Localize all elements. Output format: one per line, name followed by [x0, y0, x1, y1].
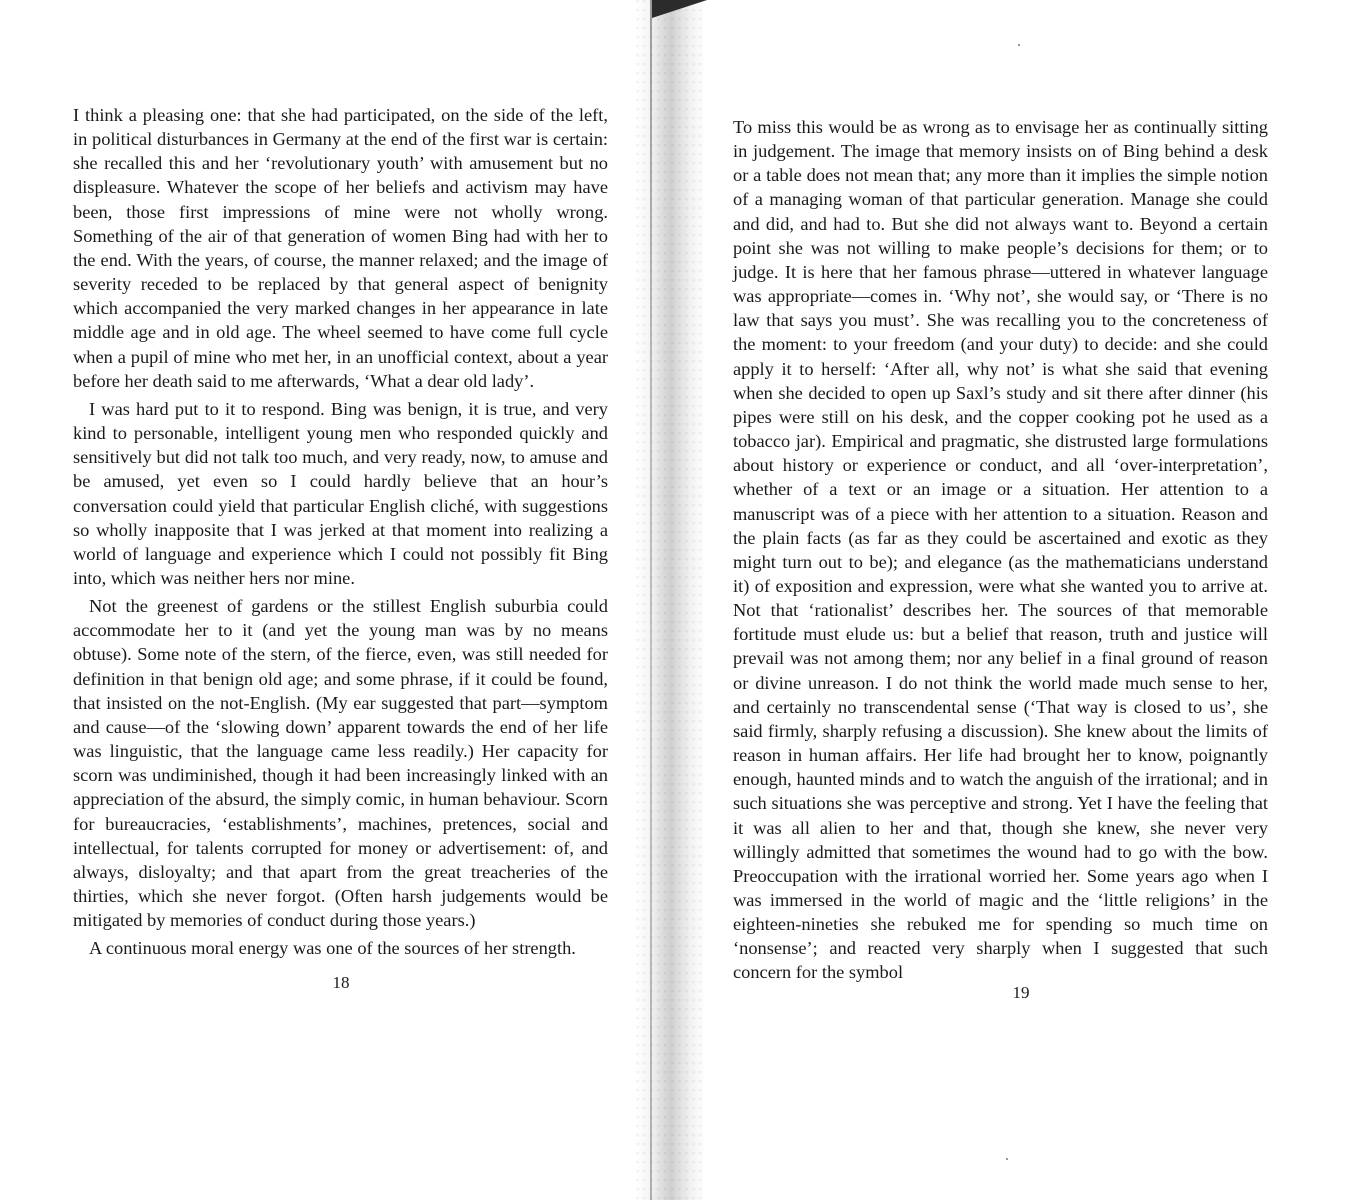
- gutter-shadow-wedge: [652, 0, 707, 18]
- right-page-text: [733, 115, 1268, 985]
- paragraph: A continuous moral energy was one of the sources of her strength.: [89, 938, 576, 959]
- paragraph: To miss this would be as wrong as to envisage her as continually sitting in judgement. The image that memory insists on of Bing behind a desk or a table does not mean that; any more than it implies the simple notion of a managing woman of that particular generation. Manage she could and did, and had to. But she did not always want to. Beyond a certain point she was not willing to make people’s decisions for them; or to judge. It is here that her famous phrase—uttered in whatever language was appropriate—comes in. ‘Why not’, she would say, or ‘There is no law that says you must’. She was recalling you to the concreteness of the moment: to your freedom (and your duty) to decide: and she could apply it to herself: ‘After all, why not’ is what she said that evening when she decided to open up Saxl’s study and sit there after dinner (his pipes were still on his desk, and the copper cooking pot he used as a tobacco jar). Empirical and pragmatic, she distrusted large formulations about history or experience or conduct, and all ‘over-interpretation’, whether of a text or an image or a situation. Her attention to a manuscript was of a piece with her attention to a situation. Reason and the plain facts (as far as they could be ascertained and exotic as they might turn out to be); and elegance (as the mathematicians understand it) of exposition and expression, were what she wanted you to arrive at. Not that ‘rationalist’ describes her. The sources of that memorable fortitude must elude us: but a belief that reason, truth and justice will prevail was not among them; nor any belief in a final ground of reason or divine unreason. I do not think the world made much sense to her, and certainly no transcendental sense (‘That way is closed to us’, she said firmly, sharply refusing a discussion). She knew about the limits of reason in human affairs. Her life had brought her to know, poignantly enough, haunted minds and to watch the anguish of the irrational; and in such situations she was perceptive and strong. Yet I have the feeling that it was all alien to her and that, though she knew, she never very willingly admitted that sometimes the wound had to go with the bow. Preoccupation with the irrational worried her. Some years ago when I was immersed in the world of magic and the ‘little religions’ in the eighteen-nineties she rebuked me for spending so much time on ‘nonsense’; and reacted very sharply when I suggested that such concern for the symbol: [733, 117, 1268, 983]
- left-page-text: [73, 103, 608, 960]
- paper-speck: [1006, 1158, 1008, 1160]
- right-page: [733, 0, 1268, 1200]
- book-gutter: [636, 0, 706, 1200]
- left-page: [73, 0, 608, 1200]
- page-number: 18: [332, 973, 350, 992]
- paragraph: Not the greenest of gardens or the stillest English suburbia could accommodate her to it (and yet the young man was by no means obtuse). Some note of the stern, of the fierce, even, was still needed for definition in that benign old age; and some phrase, if it could be found, that insisted on the not-English. (My ear suggested that part—symptom and cause—of the ‘slowing down’ apparent towards the end of her life was linguistic, that the language came less readily.) Her capacity for scorn was undiminished, though it had been increasingly linked with an appreciation of the absurd, the simply comic, in human behaviour. Scorn for bureaucracies, ‘establishments’, machines, pretences, social and intellectual, for talents corrupted for money or advertisement: of, and always, disloyalty; and that apart from the great treacheries of the thirties, which she never forgot. (Often harsh judgements would be mitigated by memories of conduct during those years.): [73, 596, 608, 931]
- paragraph: I think a pleasing one: that she had participated, on the side of the left, in political disturbances in Germany at the end of the first war is certain: she recalled this and her ‘revolutionary youth’ with amusement but no displeasure. Whatever the scope of her beliefs and activism may have been, those first impressions of mine were not wholly wrong. Something of the air of that generation of women Bing had with her to the end. With the years, of course, the manner relaxed; and the image of severity receded to be replaced by that general aspect of benignity which accompanied the very marked changes in her appearance in late middle age and in old age. The wheel seemed to have come full cycle when a pupil of mine who met her, in an unofficial context, about a year before her death said to me afterwards, ‘What a dear old lady’.: [73, 105, 608, 391]
- paragraph: I was hard put to it to respond. Bing was benign, it is true, and very kind to personable, intelligent young men who responded quickly and sensitively but did not talk too much, and very ready, now, to amuse and be amused, yet even so I could hardly believe that an hour’s conversation could yield that particular English cliché, with suggestions so wholly inapposite that I was jerked at that moment into realizing a world of language and experience which I could not possibly fit Bing into, which was neither hers nor mine.: [73, 398, 608, 588]
- page-number: 19: [1012, 983, 1030, 1002]
- paper-speck: [1018, 44, 1020, 46]
- gutter-fold-line: [650, 0, 652, 1200]
